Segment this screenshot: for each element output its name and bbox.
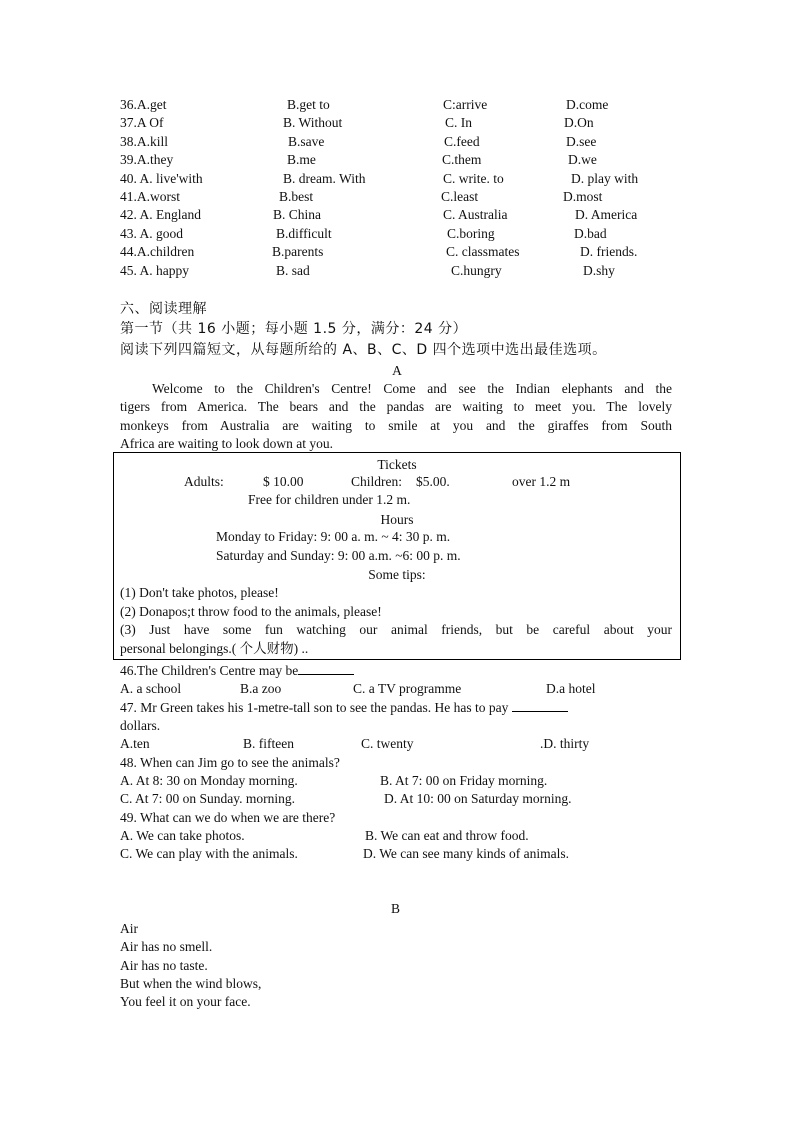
question-49-stem: 49. What can we do when we are there? xyxy=(120,810,336,825)
passage-a-label: A xyxy=(392,363,402,378)
option-d: D.a hotel xyxy=(546,681,596,696)
option-a: 44.A.children xyxy=(120,244,195,259)
option-b: B.best xyxy=(279,189,314,204)
hours-weekday: Monday to Friday: 9: 00 a. m. ~ 4: 30 p. m. xyxy=(216,529,451,544)
option-d: D. friends. xyxy=(580,244,638,259)
option-b: B.me xyxy=(287,152,316,167)
poem-line: You feel it on your face. xyxy=(120,994,251,1009)
option-c: C. Australia xyxy=(443,207,508,222)
option-b: B. sad xyxy=(276,263,310,278)
option-a: 39.A.they xyxy=(120,152,174,167)
option-c: C:arrive xyxy=(443,97,488,112)
tip-item: (2) Donapos;t throw food to the animals, please! xyxy=(120,604,382,619)
option-d: D. America xyxy=(575,207,638,222)
question-48-stem: 48. When can Jim go to see the animals? xyxy=(120,755,340,770)
passage-a-line: monkeys from Australia are waiting to smile at you and the giraffes from South xyxy=(120,418,672,433)
option-d: D.most xyxy=(563,189,603,204)
children-price: $5.00. xyxy=(416,474,450,489)
question-47-stem-cont: dollars. xyxy=(120,718,161,733)
tickets-title: Tickets xyxy=(377,457,417,472)
option-d: .D. thirty xyxy=(540,736,590,751)
option-c: C.hungry xyxy=(451,263,502,278)
option-c: C. At 7: 00 on Sunday. morning. xyxy=(120,791,296,806)
option-c: C. In xyxy=(445,115,472,130)
free-note: Free for children under 1.2 m. xyxy=(248,492,411,507)
option-a: 43. A. good xyxy=(120,226,184,241)
option-c: C.feed xyxy=(444,134,480,149)
option-a: 36.A.get xyxy=(120,97,167,112)
option-c: C. classmates xyxy=(446,244,520,259)
option-c: C. a TV programme xyxy=(353,681,462,696)
option-b: B.a zoo xyxy=(240,681,282,696)
option-c: C.them xyxy=(442,152,482,167)
answer-blank xyxy=(298,662,354,675)
option-d: D. We can see many kinds of animals. xyxy=(363,846,569,861)
hours-title: Hours xyxy=(380,512,414,527)
option-a: A. At 8: 30 on Monday morning. xyxy=(120,773,298,788)
section-part: 第一节（共 16 小题；每小题 1.5 分，满分：24 分） xyxy=(120,321,468,337)
poem-line: Air has no taste. xyxy=(120,958,208,973)
option-d: D.we xyxy=(568,152,597,167)
poem-line: But when the wind blows, xyxy=(120,976,262,991)
section-instruction: 阅读下列四篇短文，从每题所给的 A、B、C、D 四个选项中选出最佳选项。 xyxy=(120,342,607,358)
poem-line: Air has no smell. xyxy=(120,939,213,954)
option-a: A.ten xyxy=(120,736,150,751)
passage-a-line: Africa are waiting to look down at you. xyxy=(120,436,333,451)
passage-a-line: tigers from America. The bears and the pandas are waiting to meet you. The lovely xyxy=(120,399,672,414)
option-c: C. twenty xyxy=(361,736,414,751)
option-a: 41.A.worst xyxy=(120,189,180,204)
question-46-stem: 46.The Children's Centre may be xyxy=(120,663,299,678)
option-b: B. China xyxy=(273,207,322,222)
tips-title: Some tips: xyxy=(368,567,426,582)
children-label: Children: xyxy=(351,474,402,489)
option-c: C.least xyxy=(441,189,479,204)
question-stem xyxy=(120,699,568,717)
option-a: 40. A. live'with xyxy=(120,171,203,186)
option-b: B. dream. With xyxy=(283,171,366,186)
option-d: D.come xyxy=(566,97,609,112)
option-a: 38.A.kill xyxy=(120,134,169,149)
tip-item: (1) Don't take photos, please! xyxy=(120,585,279,600)
option-d: D.bad xyxy=(574,226,607,241)
option-d: D.shy xyxy=(583,263,615,278)
option-a: 42. A. England xyxy=(120,207,201,222)
option-a: A. We can take photos. xyxy=(120,828,245,843)
option-b: B. We can eat and throw food. xyxy=(365,828,529,843)
option-d: D.see xyxy=(566,134,597,149)
option-b: B.parents xyxy=(272,244,324,259)
option-c: C. We can play with the animals. xyxy=(120,846,298,861)
hours-weekend: Saturday and Sunday: 9: 00 a.m. ~6: 00 p. m. xyxy=(216,548,461,563)
option-b: B.get to xyxy=(287,97,330,112)
option-c: C.boring xyxy=(447,226,495,241)
poem-line: Air xyxy=(120,921,138,936)
option-b: B.save xyxy=(288,134,325,149)
children-condition: over 1.2 m xyxy=(512,474,571,489)
option-b: B. fifteen xyxy=(243,736,294,751)
passage-b-label: B xyxy=(391,901,401,916)
option-b: B.difficult xyxy=(276,226,332,241)
option-a: 45. A. happy xyxy=(120,263,189,278)
option-d: D. play with xyxy=(571,171,639,186)
question-47-stem: 47. Mr Green takes his 1-metre-tall son to see the pandas. He has to pay xyxy=(120,700,509,715)
tip-item: personal belongings.( 个人财物) .. xyxy=(120,641,309,656)
option-d: D. At 10: 00 on Saturday morning. xyxy=(384,791,572,806)
option-a: 37.A Of xyxy=(120,115,164,130)
section-title: 六、阅读理解 xyxy=(120,301,207,317)
question-stem xyxy=(120,662,354,680)
option-b: B. At 7: 00 on Friday morning. xyxy=(380,773,548,788)
option-b: B. Without xyxy=(283,115,343,130)
passage-a-line: Welcome to the Children's Centre! Come and see the Indian elephants and the xyxy=(152,381,672,396)
option-c: C. write. to xyxy=(443,171,504,186)
answer-blank xyxy=(512,699,568,712)
adults-price: $ 10.00 xyxy=(263,474,304,489)
option-a: A. a school xyxy=(120,681,182,696)
option-d: D.On xyxy=(564,115,594,130)
tip-item: (3) Just have some fun watching our animal friends, but be careful about your xyxy=(120,622,672,637)
adults-label: Adults: xyxy=(184,474,224,489)
